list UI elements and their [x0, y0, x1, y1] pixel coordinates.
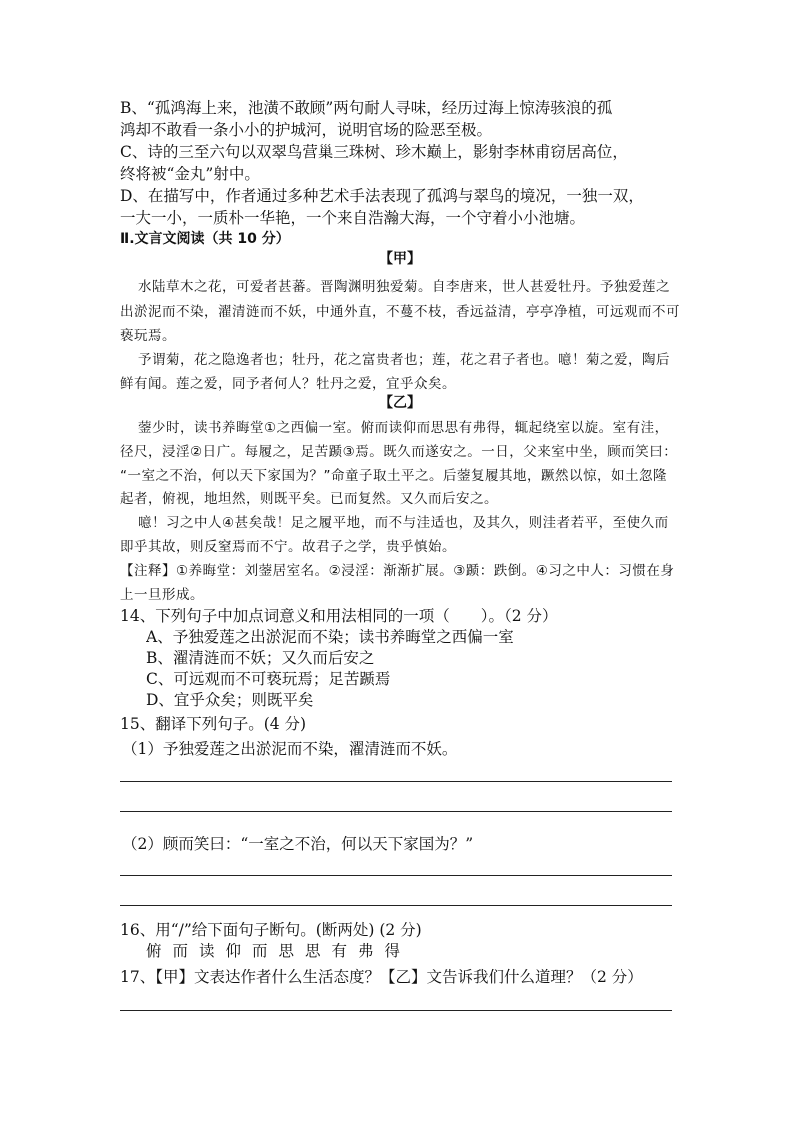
q15-sentence-1: （1）予独爱莲之出淤泥而不染，濯清涟而不妖。 — [122, 740, 458, 758]
answer-line[interactable] — [120, 781, 672, 782]
q16-sentence: 俯而读仰而思思有弗得 — [146, 942, 412, 960]
text-yi-title: 【乙】 — [379, 395, 421, 411]
text-yi-line: “一室之不治，何以天下家国为？”命童子取土平之。后蓥复履其地，蹶然以惊，如土忽隆 — [120, 468, 667, 484]
q14-option-a: A、予独爱莲之出淤泥而不染；读书养晦堂之西偏一室 — [146, 628, 514, 646]
text-jia-line: 鲜有闻。莲之爱，同予者何人？牡丹之爱，宜乎众矣。 — [120, 376, 456, 392]
option-c-line2: 终将被“金丸”射中。 — [120, 165, 260, 183]
text-jia-line: 予谓菊，花之隐逸者也；牡丹，花之富贵者也；莲，花之君子者也。噫！菊之爱，陶后 — [138, 352, 670, 368]
q17-stem: 17、【甲】文表达作者什么生活态度？【乙】文告诉我们什么道理？（2 分） — [120, 968, 643, 986]
q14-stem: 14、下列句子中加点词意义和用法相同的一项（ ）。（2 分） — [120, 607, 558, 625]
option-b-line2: 鸿却不敢看一条小小的护城河，说明官场的险恶至极。 — [120, 121, 493, 139]
text-yi-line: 径尺，浸淫②日广。每履之，足苦踬③焉。既久而遂安之。一日，父来室中坐，顾而笑曰： — [120, 444, 678, 460]
q16-stem: 16、用“/”给下面句子断句。(断两处) (2 分) — [120, 921, 422, 939]
option-b-line1: B、“孤鸿海上来，池潢不敢顾”两句耐人寻味，经历过海上惊涛骇浪的孤 — [120, 99, 613, 117]
section-heading: Ⅱ.文言文阅读（共 10 分） — [120, 231, 290, 247]
text-yi-line: 蓥少时，读书养晦堂①之西偏一室。俯而读仰而思思有弗得，辄起绕室以旋。室有洼， — [138, 420, 669, 436]
text-yi-line: 即乎其故，则反窒焉而不宁。故君子之学，贵乎慎始。 — [120, 539, 456, 555]
answer-line[interactable] — [120, 875, 672, 876]
text-jia-line: 水陆草木之花，可爱者甚蕃。晋陶渊明独爱菊。自李唐来，世人甚爱牡丹。予独爱莲之 — [138, 279, 670, 295]
option-c-line1: C、诗的三至六句以双翠鸟营巢三珠树、珍木巅上，影射李林甫窃居高位， — [120, 143, 628, 161]
text-yi-line: 噫！习之中人④甚矣哉！足之履平地，而不与洼适也，及其久，则洼者若平，至使久而 — [138, 515, 669, 531]
option-d-line2: 一大一小，一质朴一华艳，一个来自浩瀚大海，一个守着小小池塘。 — [120, 209, 586, 227]
answer-line[interactable] — [120, 1010, 672, 1011]
q15-stem: 15、翻译下列句子。(4 分) — [120, 715, 307, 733]
text-yi-notes: 上一旦形成。 — [120, 587, 204, 603]
option-d-line1: D、在描写中，作者通过多种艺术手法表现了孤鸿与翠鸟的境况，一独一双， — [120, 187, 644, 205]
text-yi-line: 起者，俯视，地坦然，则既平矣。已而复然。又久而后安之。 — [120, 491, 498, 507]
text-jia-line: 出淤泥而不染，濯清涟而不妖，中通外直，不蔓不枝，香远益清，亭亭净植，可远观而不可 — [120, 304, 680, 320]
q14-option-b: B、濯清涟而不妖；又久而后安之 — [146, 649, 375, 667]
text-yi-notes: 【注释】①养晦堂：刘蓥居室名。②浸淫：渐渐扩展。③踬：跌倒。④习之中人：习惯在身 — [120, 563, 675, 579]
answer-line[interactable] — [120, 905, 672, 906]
text-jia-line: 亵玩焉。 — [120, 328, 176, 344]
answer-line[interactable] — [120, 811, 672, 812]
text-jia-title: 【甲】 — [379, 251, 421, 267]
q14-option-d: D、宜乎众矣；则既平矣 — [146, 691, 314, 709]
q15-sentence-2: （2）顾而笑曰：“一室之不治，何以天下家国为？” — [122, 835, 474, 853]
q14-option-c: C、可远观而不可亵玩焉；足苦踬焉 — [146, 670, 391, 688]
